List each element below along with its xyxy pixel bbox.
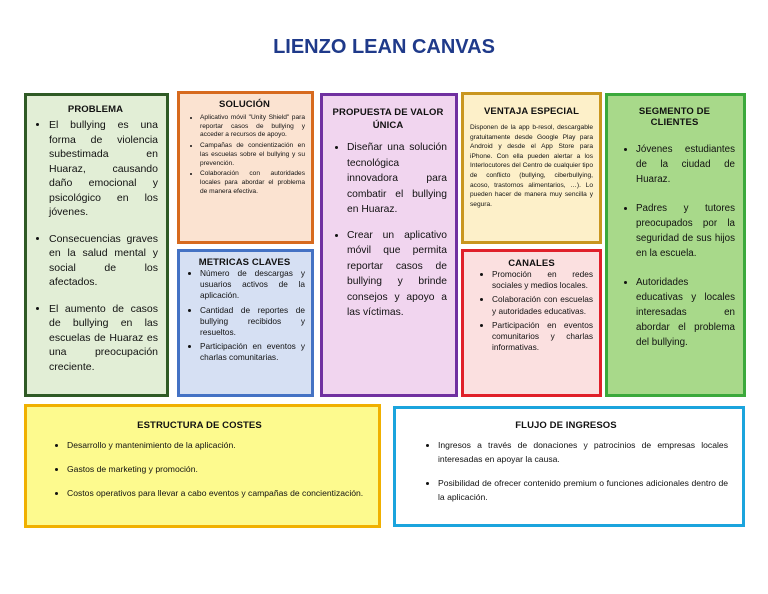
costes-block xyxy=(24,404,381,528)
list-item: • Promoción en redes sociales y medios locales. xyxy=(492,269,593,291)
solucion-list xyxy=(184,114,305,196)
list-item: • Crear un aplicativo móvil que permita reportar casos de bullying y brinde consejos y apoyo a las víctimas. xyxy=(347,228,447,321)
ventaja-heading: VENTAJA ESPECIAL xyxy=(483,106,580,117)
segmento-heading: SEGMENTO DE CLIENTES xyxy=(638,106,711,128)
propuesta-block xyxy=(320,93,458,397)
problema-list xyxy=(33,118,158,374)
page-title: LIENZO LEAN CANVAS xyxy=(273,36,495,58)
ingresos-heading: FLUJO DE INGRESOS xyxy=(515,420,617,431)
list-item: • Aplicativo móvil "Unity Shield" para reportar casos de bullying y acceder a recursos de apoyo. xyxy=(200,114,305,140)
problema-heading: PROBLEMA xyxy=(67,104,124,115)
metricas-list xyxy=(184,268,305,364)
list-item: • Colaboración con autoridades locales para abordar el problema de manera efectiva. xyxy=(200,170,305,196)
list-item: • El bullying es una forma de violencia subestimada en Huaraz, causando daño emocional y psicológico en los jóvenes. xyxy=(49,118,158,220)
problema-block xyxy=(24,93,169,397)
canales-heading: CANALES xyxy=(508,258,555,269)
list-item: • Campañas de concientización en las escuelas sobre el bullying y su prevención. xyxy=(200,142,305,168)
costes-heading: ESTRUCTURA DE COSTES xyxy=(137,420,262,431)
list-item: • Número de descargas y usuarios activos de la aplicación. xyxy=(200,268,305,302)
list-item: • Colaboración con escuelas y autoridades educativas. xyxy=(492,294,593,316)
list-item: • Jóvenes estudiantes de la ciudad de Huaraz. xyxy=(636,142,735,187)
list-item: • Costos operativos para llevar a cabo eventos y campañas de concientización. xyxy=(67,486,364,500)
list-item: • Posibilidad de ofrecer contenido premium o funciones adicionales dentro de la aplicación. xyxy=(438,476,728,504)
solucion-heading: SOLUCIÓN xyxy=(219,99,270,110)
segmento-list xyxy=(614,142,735,350)
list-item: • Consecuencias graves en la salud mental y social de los afectados. xyxy=(49,232,158,290)
metricas-block xyxy=(177,249,314,397)
ventaja-block xyxy=(461,92,602,244)
solucion-block xyxy=(177,91,314,244)
list-item: • Ingresos a través de donaciones y patrocinios de empresas locales interesadas en apoyar la causa. xyxy=(438,438,728,466)
list-item: • Autoridades educativas y locales interesadas en abordar el problema del bullying. xyxy=(636,275,735,350)
costes-list xyxy=(35,438,364,500)
list-item: • Diseñar una solución tecnológica innovadora para combatir el bullying en Huaraz. xyxy=(347,140,447,218)
list-item: • Participación en eventos comunitarios y charlas informativas. xyxy=(492,320,593,354)
ingresos-list xyxy=(404,438,728,504)
list-item: • Cantidad de reportes de bullying recibidos y resueltos. xyxy=(200,305,305,339)
list-item: • Participación en eventos y charlas comunitarias. xyxy=(200,341,305,363)
segmento-block xyxy=(605,93,746,397)
list-item: • Padres y tutores preocupados por la seguridad de sus hijos en la escuela. xyxy=(636,201,735,261)
list-item: • El aumento de casos de bullying en las escuelas de Huaraz es una preocupación creciente. xyxy=(49,302,158,375)
canales-block xyxy=(461,249,602,397)
propuesta-list xyxy=(329,140,447,321)
ingresos-block xyxy=(393,406,745,527)
propuesta-heading: PROPUESTA DE VALOR ÚNICA xyxy=(332,107,444,131)
canales-list xyxy=(470,269,593,353)
ventaja-text: Disponen de la app b-resol, descargable gratuitamente desde Google Play para Android y desde el App Store para iPhone. Con ella pueden alertar a los Interlocutores del Centro de cualquier tipo de conflicto (bullying, ciberbullying, acoso, trastornos alimentarios, …). Lo pueden hacer de manera muy sencilla y segura. xyxy=(470,124,593,208)
list-item: • Gastos de marketing y promoción. xyxy=(67,462,364,476)
list-item: • Desarrollo y mantenimiento de la aplicación. xyxy=(67,438,364,452)
metricas-heading: METRICAS CLAVES xyxy=(198,257,291,268)
